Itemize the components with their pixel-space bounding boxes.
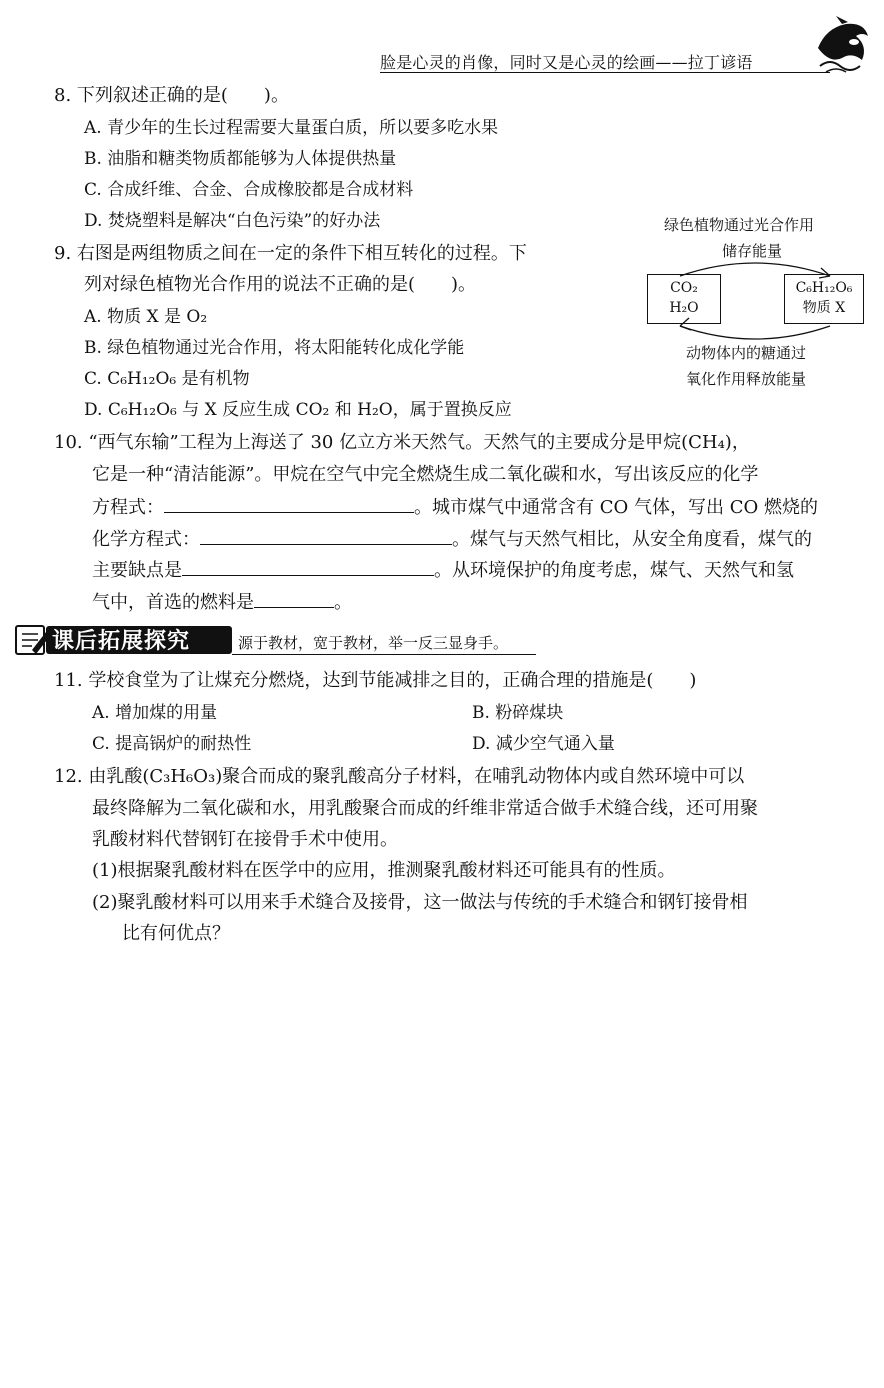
q9-option-a: A. 物质 X 是 O₂ [84,307,208,327]
diagram-top-label-2: 储存能量 [722,242,783,260]
q12-subquestion-2-line1: (2)聚乳酸材料可以用来手术缝合及接骨，这一做法与传统的手术缝合和钢钉接骨相 [92,892,748,913]
diagram-bottom-label-1: 动物体内的糖通过 [686,344,807,362]
q11-option-b: B. 粉碎煤块 [472,703,564,723]
section-banner-subtitle: 源于教材，宽于教材，举一反三显身手。 [238,634,509,652]
q11-option-c: C. 提高锅炉的耐热性 [92,734,252,754]
q10-line5-prefix: 主要缺点是 [92,560,182,581]
q12-line1: 12. 由乳酸(C₃H₆O₃)聚合而成的聚乳酸高分子材料，在哺乳动物体内或自然环境中可以 [54,766,745,787]
answer-blank-1[interactable] [164,494,414,513]
q9-option-c: C. C₆H₁₂O₆ 是有机物 [84,369,250,389]
q11-stem: 11. 学校食堂为了让煤充分燃烧，达到节能减排之目的，正确合理的措施是( ) [54,670,697,691]
header-rule [380,72,830,73]
diagram-box-reactants [647,274,721,324]
q8-option-c: C. 合成纤维、合金、合成橡胶都是合成材料 [84,180,414,200]
q10-line6-suffix: 。 [334,592,352,613]
q9-stem-line2: 列对绿色植物光合作用的说法不正确的是( )。 [84,274,477,295]
q8-option-d: D. 焚烧塑料是解决“白色污染”的好办法 [84,211,381,231]
answer-blank-3[interactable] [182,557,434,576]
q10-line4-prefix: 化学方程式： [92,529,200,550]
q9-stem-line1: 9. 右图是两组物质之间在一定的条件下相互转化的过程。下 [54,243,527,264]
section-banner-title: 课后拓展探究 [52,629,191,654]
answer-blank-4[interactable] [254,589,334,608]
q10-line1: 10. “西气东输”工程为上海送了 30 亿立方米天然气。天然气的主要成分是甲烷(CH₄)， [54,432,750,453]
q8-stem: 8. 下列叙述正确的是( )。 [54,85,289,106]
answer-blank-2[interactable] [200,526,452,545]
q10-line6 [92,589,352,615]
q10-line5-suffix: 。从环境保护的角度考虑，煤气、天然气和氢 [434,560,794,581]
q11-option-a: A. 增加煤的用量 [92,703,218,723]
diagram-box-products-line1: C₆H₁₂O₆ [795,280,853,296]
q10-line4-suffix: 。煤气与天然气相比，从安全角度看，煤气的 [452,529,812,550]
notebook-pen-icon [16,626,50,654]
q8-option-a: A. 青少年的生长过程需要大量蛋白质，所以要多吃水果 [84,118,499,138]
q10-line3 [92,494,818,520]
q12-line2: 最终降解为二氧化碳和水，用乳酸聚合而成的纤维非常适合做手术缝合线，还可用聚 [92,798,758,819]
q12-subquestion-2-line2: 比有何优点？ [122,923,230,944]
q8-option-b: B. 油脂和糖类物质都能够为人体提供热量 [84,149,397,169]
diagram-top-label-1: 绿色植物通过光合作用 [664,216,815,234]
q10-line5 [92,557,794,583]
q9-option-d: D. C₆H₁₂O₆ 与 X 反应生成 CO₂ 和 H₂O，属于置换反应 [84,400,512,420]
diagram-box-reactants-line2: H₂O [669,300,699,316]
q9-option-b: B. 绿色植物通过光合作用，将太阳能转化成化学能 [84,338,465,358]
q12-line3: 乳酸材料代替钢钉在接骨手术中使用。 [92,829,398,850]
q10-line4 [92,526,812,552]
q10-line2: 它是一种“清洁能源”。甲烷在空气中完全燃烧生成二氧化碳和水，写出该反应的化学 [92,464,759,485]
q11-option-d: D. 减少空气通入量 [472,734,615,754]
q10-line3-suffix: 。城市煤气中通常含有 CO 气体，写出 CO 燃烧的 [414,497,818,518]
q12-subquestion-1: (1)根据聚乳酸材料在医学中的应用，推测聚乳酸材料还可能具有的性质。 [92,860,676,881]
header-quote: 脸是心灵的肖像，同时又是心灵的绘画——拉丁谚语 [380,53,753,72]
diagram-box-products-line2: 物质 X [802,300,846,316]
diagram-bottom-label-2: 氧化作用释放能量 [686,370,807,388]
q10-line3-prefix: 方程式： [92,497,164,518]
diagram-box-products [784,274,864,324]
section-banner-rule [232,654,536,655]
q10-line6-prefix: 气中，首选的燃料是 [92,592,254,613]
diagram-box-reactants-line1: CO₂ [670,280,698,296]
whale-logo-icon [812,14,872,76]
